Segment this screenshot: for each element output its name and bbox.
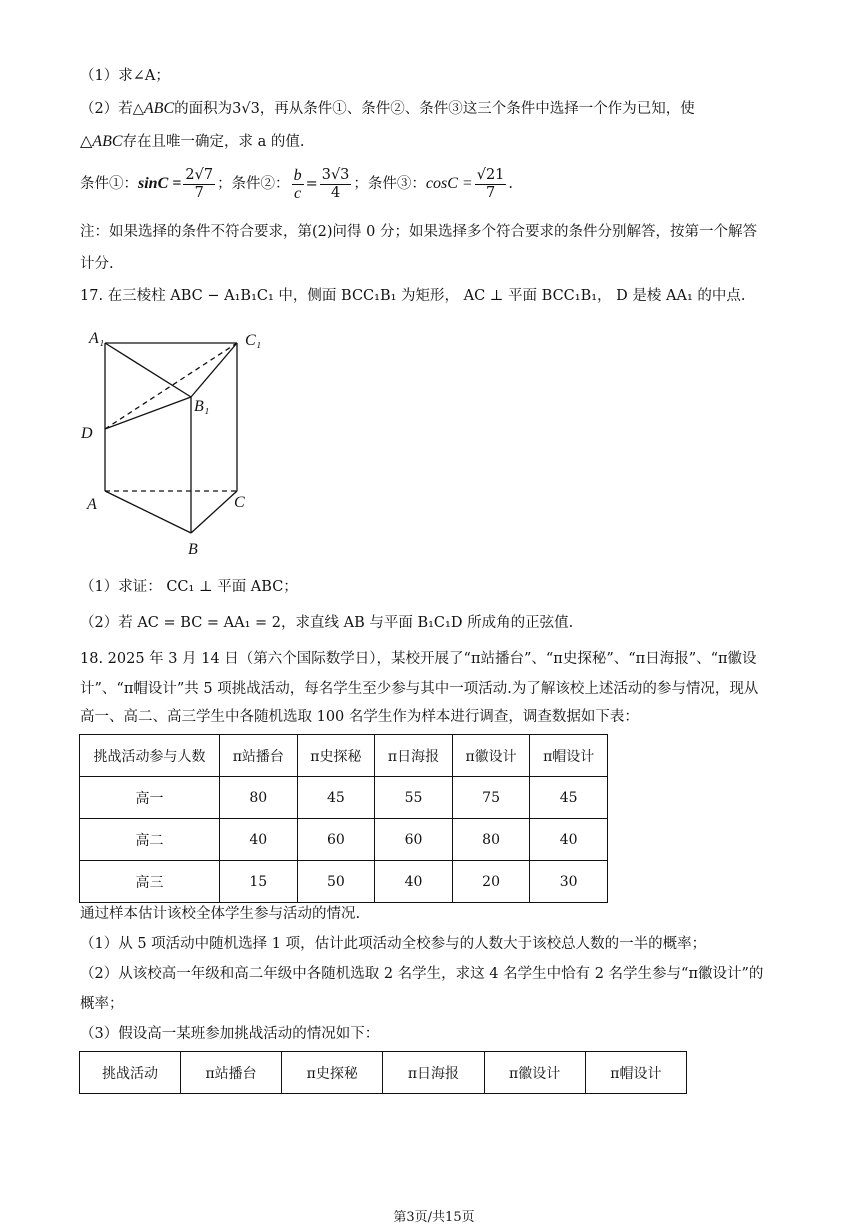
- label-D: D: [81, 425, 93, 442]
- table-cell: 80: [220, 777, 298, 819]
- class-activity-table: [79, 1051, 687, 1094]
- header-cell: 挑战活动参与人数: [80, 735, 220, 777]
- cond2-ratio-num: b: [293, 166, 302, 184]
- q17-part1: （1）求证： CC₁ ⊥ 平面 ABC；: [80, 579, 298, 595]
- table-cell: 50: [297, 861, 375, 903]
- cond3-end: .: [508, 176, 514, 192]
- cond3-numerator: √21: [476, 166, 505, 183]
- q16-note-line1: 注：如果选择的条件不符合要求，第(2)问得 0 分；如果选择多个符合要求的条件分别解答，按第一个解答: [80, 224, 757, 240]
- cond3-lhs: cosC =: [425, 175, 473, 192]
- q16-part2-triangle-2: △ABC: [80, 133, 123, 150]
- header-cell: π徽设计: [452, 735, 530, 777]
- header-cell: π日海报: [383, 1052, 484, 1094]
- q16-conditions: [80, 166, 513, 202]
- survey-table: [79, 734, 608, 903]
- q16-part2-prefix: （2）若△: [80, 101, 144, 117]
- table-header-row: [80, 735, 608, 777]
- table-cell: 45: [530, 777, 608, 819]
- table-cell: 45: [297, 777, 375, 819]
- table-row: [80, 819, 608, 861]
- table-row: [80, 861, 608, 903]
- q18-stem-line1: 18. 2025 年 3 月 14 日（第六个国际数学日），某校开展了“π站播台”、“π史探秘”、“π日海报”、“π徽设: [80, 651, 757, 667]
- header-cell: 挑战活动: [80, 1052, 181, 1094]
- label-A1: A₁: [89, 330, 105, 347]
- q16-part2-line2: [80, 132, 305, 152]
- table-cell: 20: [452, 861, 530, 903]
- header-cell: π日海报: [375, 735, 453, 777]
- table-row: [80, 777, 608, 819]
- q18-stem-line3: 高一、高二、高三学生中各随机选取 100 名学生作为样本进行调查，调查数据如下表：: [80, 709, 639, 725]
- cond2-label: ；条件②：: [217, 176, 290, 192]
- header-cell: π徽设计: [484, 1052, 585, 1094]
- segment-DB1: [105, 397, 191, 429]
- row-label: 高三: [80, 861, 220, 903]
- edge-AB: [105, 491, 191, 533]
- q17-stem: 17. 在三棱柱 ABC − A₁B₁C₁ 中，侧面 BCC₁B₁ 为矩形， AC ⊥ 平面 BCC₁B₁， D 是棱 AA₁ 的中点.: [80, 288, 746, 304]
- q18-part2-line1: （2）从该校高一年级和高二年级中各随机选取 2 名学生，求这 4 名学生中恰有 2 名学生参与“π徽设计”的: [80, 966, 764, 982]
- q18-after-table: 通过样本估计该校全体学生参与活动的情况.: [80, 906, 361, 922]
- header-cell: π史探秘: [297, 735, 375, 777]
- header-cell: π站播台: [220, 735, 298, 777]
- header-cell: π站播台: [181, 1052, 282, 1094]
- prism-figure: [75, 325, 275, 565]
- table-cell: 60: [297, 819, 375, 861]
- q16-part2-triangle: ABC: [143, 100, 175, 117]
- cond1-denominator: 7: [194, 184, 204, 201]
- cond3-label: ；条件③：: [353, 176, 426, 192]
- header-cell: π史探秘: [282, 1052, 383, 1094]
- header-cell: π帽设计: [585, 1052, 686, 1094]
- table-cell: 40: [220, 819, 298, 861]
- edge-A1B1: [105, 343, 191, 397]
- q17-part2: （2）若 AC = BC = AA₁ = 2，求直线 AB 与平面 B₁C₁D 所成角的正弦值.: [80, 615, 574, 631]
- label-B1: B₁: [194, 398, 210, 415]
- table-cell: 30: [530, 861, 608, 903]
- label-C: C: [234, 494, 245, 511]
- table-cell: 15: [220, 861, 298, 903]
- q16-part2-text: 的面积为3√3，再从条件①、条件②、条件③这三个条件中选择一个作为已知，使: [174, 101, 695, 117]
- table-cell: 75: [452, 777, 530, 819]
- label-A: A: [87, 496, 97, 513]
- cond2-fraction: [320, 167, 352, 202]
- header-cell: π帽设计: [530, 735, 608, 777]
- cond1-numerator: 2√7: [185, 166, 214, 183]
- cond3-fraction: [475, 167, 507, 202]
- cond2-ratio: [292, 167, 304, 202]
- edge-B1C1: [191, 343, 237, 397]
- table-cell: 80: [452, 819, 530, 861]
- label-B: B: [188, 541, 198, 558]
- page-footer: 第3页/共15页: [393, 1210, 475, 1225]
- q16-note-line2: 计分.: [80, 256, 114, 272]
- cond1-label: 条件①：: [80, 176, 138, 192]
- q18-stem-line2: 计”、“π帽设计”共 5 项挑战活动，每名学生至少参与其中一项活动.为了解该校上述活动的参与情况，现从: [80, 681, 759, 697]
- cond2-ratio-den: c: [294, 184, 302, 202]
- q18-part2-line2: 概率；: [80, 996, 124, 1012]
- q16-part1: （1）求∠A；: [80, 68, 170, 84]
- q18-part1: （1）从 5 项活动中随机选择 1 项，估计此项活动全校参与的人数大于该校总人数的一半的概率；: [80, 936, 707, 952]
- cond2-numerator: 3√3: [321, 166, 350, 183]
- table-cell: 60: [375, 819, 453, 861]
- table-cell: 40: [375, 861, 453, 903]
- table-cell: 40: [530, 819, 608, 861]
- q18-part3: （3）假设高一某班参加挑战活动的情况如下：: [80, 1026, 380, 1042]
- table-cell: 55: [375, 777, 453, 819]
- cond1-fraction: [183, 167, 215, 202]
- cond1-lhs: sinC =: [138, 175, 182, 192]
- cond2-denominator: 4: [330, 184, 341, 201]
- row-label: 高二: [80, 819, 220, 861]
- label-C1: C₁: [245, 332, 262, 349]
- cond3-denominator: 7: [485, 184, 496, 201]
- q16-part2-text-2: 存在且唯一确定，求 a 的值.: [122, 134, 305, 150]
- row-label: 高一: [80, 777, 220, 819]
- edge-BC: [191, 491, 237, 533]
- table-header-row: [80, 1052, 687, 1094]
- cond2-equals: =: [305, 176, 318, 192]
- q16-part2-line1: [80, 99, 695, 119]
